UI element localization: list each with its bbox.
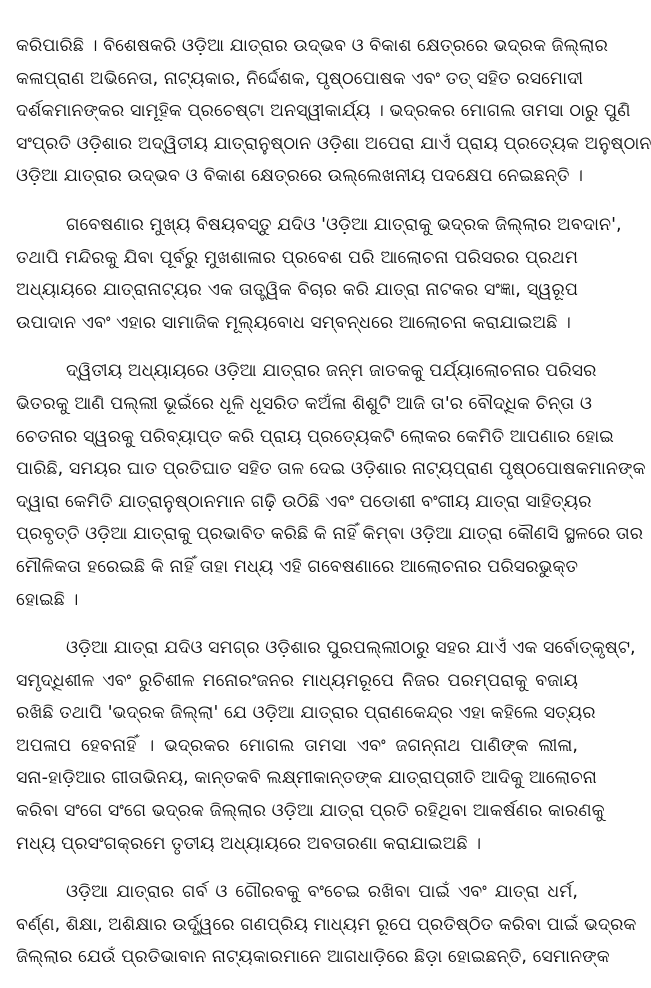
text-line: ଓଡ଼ିଆ ଯାତ୍ରାର ଉଦ୍‌ଭବ ଓ ବିକାଶ କ୍ଷେତ୍ରରେ ଉଲ୍ଲେଖନୀୟ ପଦକ୍ଷେପ ନେଇଛନ୍ତି । [16, 166, 583, 187]
paragraph-2 [16, 209, 622, 339]
paragraph-4 [16, 632, 636, 860]
paragraph-gap [16, 860, 578, 876]
text-line: ମଧ୍ୟ ପ୍ରସଂଗକ୍ରମେ ତୃତୀୟ ଅଧ୍ୟାୟରେ ଅବତାରଣା କରାଯାଇଅଛି । [16, 833, 482, 854]
paragraph-gap [16, 339, 578, 355]
text-line: ଉପାଦାନ ଏବଂ ଏହାର ସାମାଜିକ ମୂଲ୍ୟବୋଧ ସମ୍ବନ୍ଧରେ ଆଲୋଚନା କରାଯାଇଅଛି । [16, 312, 571, 333]
text-line: ଗବେଷଣାର ମୁଖ୍ୟ ବିଷୟବସ୍ତୁ ଯଦିଓ 'ଓଡ଼ିଆ ଯାତ୍ରାକୁ ଭଦ୍ରକ ଜିଲ୍ଲାର ଅବଦାନ', [66, 214, 622, 235]
text-line: ସନା-ହାଡ଼ିଆର ଗୀତାଭିନୟ, କାନ୍ତକବି ଲକ୍ଷ୍ମୀକାନ୍ତଙ୍କ ଯାତ୍ରାପ୍ରୀତି ଆଦିକୁ ଆଲୋଚନା [16, 768, 597, 789]
text-line: ଅପଳାପ ହେବନାହିଁ । ଭଦ୍ରକର ମୋଗଲ ତାମସା ଏବଂ ଜଗନ୍ନାଥ ପାଣିଙ୍କ ଲୀଳା, [16, 735, 578, 756]
text-line: ସମୃଦ୍ଧିଶୀଳ ଏବଂ ରୁଚିଶୀଳ ମନୋରଂଜନର ମାଧ୍ୟମରୂପେ ନିଜର ପରମ୍ପରାକୁ ବଜାୟ [16, 670, 578, 691]
text-line: ମୌଳିକତା ହରେଇଛି କି ନାହିଁ ତାହା ମଧ୍ୟ ଏହି ଗବେଷଣାରେ ଆଲୋଚନାର ପରିସରଭୁକ୍ତ [16, 556, 578, 577]
text-line: କରିବା ସଂଗେ ସଂଗେ ଭଦ୍ରକ ଜିଲ୍ଲାର ଓଡ଼ିଆ ଯାତ୍ରା ପ୍ରତି ରହିଥିବା ଆକର୍ଷଣର କାରଣକୁ [16, 801, 605, 822]
text-line: ଅଧ୍ୟାୟରେ ଯାତ୍ରାନାଟ୍ୟର ଏକ ତାତ୍ତ୍ୱିକ ବିଚାର କରି ଯାତ୍ରା ନାଟକର ସଂଜ୍ଞା, ସ୍ୱରୂପ [16, 280, 578, 301]
text-line: ଓଡ଼ିଆ ଯାତ୍ରାର ଗର୍ବ ଓ ଗୌରବକୁ ବଂଚେଇ ରଖିବା ପାଇଁ ଏବଂ ଯାତ୍ରା ଧର୍ମ, [66, 882, 578, 903]
text-line: ଜିଲ୍ଲାର ଯେଉଁ ପ୍ରତିଭାବାନ ନାଟ୍ୟକାରମାନେ ଆଗଧାଡ଼ିରେ ଛିଡ଼ା ହୋଇଛନ୍ତି, ସେମାନଙ୍କ [16, 947, 610, 968]
text-line: ଦର୍ଶକମାନଙ୍କର ସାମୂହିକ ପ୍ରଚେଷ୍ଟା ଅନସ୍ୱୀକାର୍ଯ୍ୟ । ଭଦ୍ରକର ମୋଗଲ ତାମସା ଠାରୁ ପୁଣି [16, 101, 631, 122]
paragraph-3 [16, 355, 646, 616]
text-line: ବର୍ଣ୍ଣ, ଶିକ୍ଷା, ଅଶିକ୍ଷାର ଉର୍ଦ୍ଧ୍ୱରେ ଗଣପ୍ରିୟ ମାଧ୍ୟମ ରୂପେ ପ୍ରତିଷ୍ଠିତ କରିବା ପାଇଁ ଭଦ୍ରକ [16, 914, 637, 935]
text-line: ସଂପ୍ରତି ଓଡ଼ିଶାର ଅଦ୍ୱିତୀୟ ଯାତ୍ରାନୁଷ୍ଠାନ ଓଡ଼ିଶା ଅପେରା ଯାଏଁ ପ୍ରାୟ ପ୍ରତ୍ୟେକ ଅନୁଷ୍ଠାନ [16, 133, 651, 154]
paragraph-gap [16, 193, 578, 209]
text-line: ପ୍ରବୃତ୍ତି ଓଡ଼ିଆ ଯାତ୍ରାକୁ ପ୍ରଭାବିତ କରିଛି କି ନାହିଁ କିମ୍ବା ଓଡ଼ିଆ ଯାତ୍ରା କୌଣସି ସ୍ଥଳରେ ତାର [16, 524, 644, 545]
text-line: ଦ୍ୱିତୀୟ ଅଧ୍ୟାୟରେ ଓଡ଼ିଆ ଯାତ୍ରାର ଜନ୍ମ ଜାତକକୁ ପର୍ଯ୍ୟାଲୋଚନାର ପରିସର [66, 361, 597, 382]
text-line: ଚେତନାର ସ୍ୱରକୁ ପରିବ୍ୟାପ୍ତ କରି ପ୍ରାୟ ପ୍ରତ୍ୟେକଟି ଲୋକର କେମିତି ଆପଣାର ହୋଇ [16, 426, 614, 447]
text-line: ରଖିଛି ତଥାପି 'ଭଦ୍ରକ ଜିଲ୍ଲା' ଯେ ଓଡ଼ିଆ ଯାତ୍ରାର ପ୍ରାଣକେନ୍ଦ୍ର ଏହା କହିଲେ ସତ୍ୟର [16, 703, 596, 724]
text-line: ଭିତରକୁ ଆଣି ପଲ୍ଲୀ ଭୂଇଁରେ ଧୂଳି ଧୂସରିତ କଅଁଳା ଶିଶୁଟି ଆଜି ତା'ର ବୌଦ୍ଧିକ ଚିନ୍ତା ଓ [16, 393, 592, 414]
paragraph-1 [16, 30, 651, 193]
text-line: ତଥାପି ମନ୍ଦିରକୁ ଯିବା ପୂର୍ବରୁ ମୁଖଶାଳାର ପ୍ରବେଶ ପରି ଆଲୋଚନା ପରିସରର ପ୍ରଥମ [16, 247, 578, 268]
text-line: ହୋଇଛି । [16, 589, 79, 610]
text-line: କରିପାରିଛି । ବିଶେଷକରି ଓଡ଼ିଆ ଯାତ୍ରାର ଉଦ୍‌ଭବ ଓ ବିକାଶ କ୍ଷେତ୍ରରେ ଭଦ୍ରକ ଜିଲ୍ଲାର [16, 36, 608, 56]
text-line: ପାରିଛି, ସମୟର ଘାତ ପ୍ରତିଘାତ ସହିତ ତାଳ ଦେଇ ଓଡ଼ିଶାର ନାଟ୍ୟପ୍ରାଣ ପୃଷ୍ଠପୋଷକମାନଙ୍କ [16, 459, 646, 480]
text-line: କଳାପ୍ରାଣ ଅଭିନେତା, ନାଟ୍ୟକାର, ନିର୍ଦ୍ଦେଶକ, ପୃଷ୍ଠପୋଷକ ଏବଂ ତତ୍ ସହିତ ରସମୋଦୀ [16, 68, 584, 89]
paragraph-gap [16, 616, 578, 632]
paragraph-5 [16, 876, 637, 974]
text-line: ଓଡ଼ିଆ ଯାତ୍ରା ଯଦିଓ ସମଗ୍ର ଓଡ଼ିଶାର ପୁରପଲ୍ଲୀଠାରୁ ସହର ଯାଏଁ ଏକ ସର୍ବୋତ୍କୃଷ୍ଟ, [66, 638, 636, 659]
text-line: ଦ୍ୱାରା କେମିତି ଯାତ୍ରାନୁଷ୍ଠାନମାନ ଗଢ଼ି ଉଠିଛି ଏବଂ ପଡୋଶୀ ବଂଗୀୟ ଯାତ୍ରା ସାହିତ୍ୟର [16, 491, 592, 512]
